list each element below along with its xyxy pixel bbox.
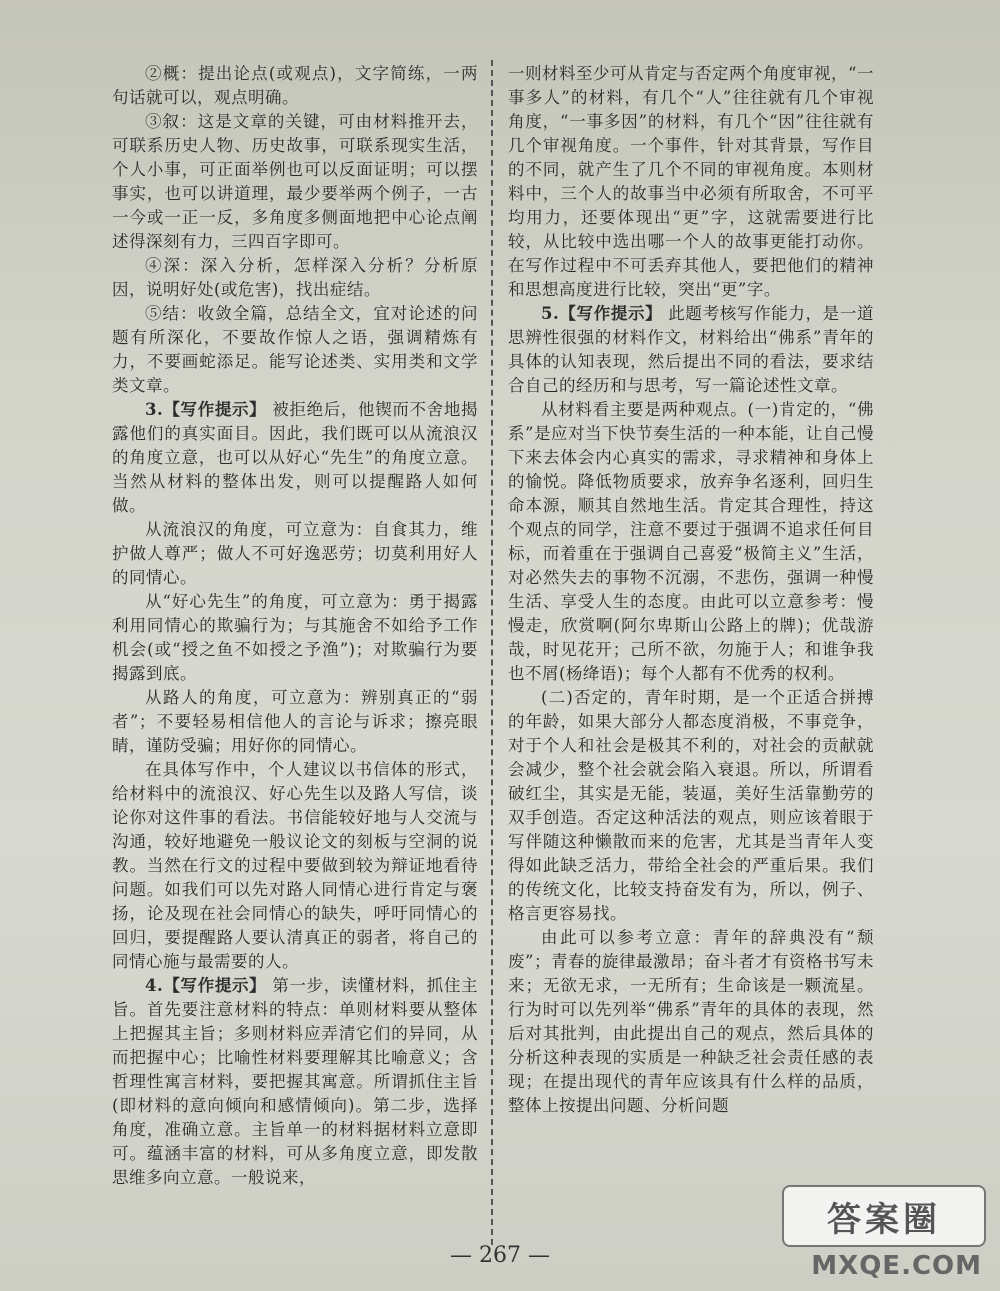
paragraph-text: (二)否定的，青年时期，是一个正适合拼搏的年龄，如果大部分人都态度消极，不事竞争，对于个人和社会是极其不利的，对社会的贡献就会减少，整个社会就会陷入衰退。所以，所谓看破红尘，其实是无能，装逼，美好生活靠勤劳的双手创造。否定这种活法的观点，则应该着眼于写伴随这种懒散而来的危害，尤其是当青年人变得如此缺乏活力，带给全社会的严重后果。我们的传统文化，比较支持奋发有为，所以，例子、格言更容易找。: [508, 688, 874, 923]
left-column: [112, 62, 478, 1190]
paragraph: [112, 110, 478, 254]
paragraph-text: 被拒绝后，他锲而不舍地揭露他们的真实面目。因此，我们既可以从流浪汉的角度立意，也可以从好心“先生”的角度立意。当然从材料的整体出发，则可以提醒路人如何做。: [112, 400, 478, 515]
paragraph: [112, 518, 478, 590]
paragraph-text: ②概：提出论点(或观点)，文字简练，一两句话就可以，观点明确。: [112, 64, 478, 107]
paragraph-text: 由此可以参考立意：青年的辞典没有“颓废”；青春的旋律最激昂；奋斗者才有资格书写未来；无欲无求，一无所有；生命该是一颗流星。行为时可以先列举“佛系”青年的具体的表现，然后对其批判，由此提出自己的观点，然后具体的分析这种表现的实质是一种缺乏社会责任感的表现；在提出现代的青年应该具有什么样的品质，整体上按提出问题、分析问题: [508, 928, 874, 1115]
column-divider: [491, 60, 493, 1245]
paragraph-text: 在具体写作中，个人建议以书信体的形式，给材料中的流浪汉、好心先生以及路人写信，谈论你对这件事的看法。书信能较好地与人交流与沟通，较好地避免一般议论文的刻板与空洞的说教。当然在行文的过程中要做到较为辩证地看待问题。如我们可以先对路人同情心进行肯定与褒扬，论及现在社会同情心的缺失，呼吁同情心的回归，要提醒路人要认清真正的弱者，将自己的同情心施与最需要的人。: [112, 760, 478, 971]
paragraph-text: 第一步，读懂材料，抓住主旨。首先要注意材料的特点：单则材料要从整体上把握其主旨；多则材料应弄清它们的异同，从而把握中心；比喻性材料要理解其比喻意义；含哲理性寓言材料，要把握其寓意。所谓抓住主旨(即材料的意向倾向和感情倾向)。第二步，选择角度，准确立意。主旨单一的材料据材料立意即可。蕴涵丰富的材料，可从多角度立意，即发散思维多向立意。一般说来，: [112, 976, 478, 1187]
paragraph-text: ④深：深入分析，怎样深入分析？分析原因，说明好处(或危害)，找出症结。: [112, 256, 478, 299]
paragraph-text: 从路人的角度，可立意为：辨别真正的“弱者”；不要轻易相信他人的言论与诉求；擦亮眼睛，谨防受骗；用好你的同情心。: [112, 688, 478, 755]
paragraph-text: ③叙：这是文章的关键，可由材料推开去，可联系历史人物、历史故事，可联系现实生活，个人小事，可正面举例也可以反面证明；可以摆事实，也可以讲道理，最少要举两个例子，一古一今或一正一反，多角度多侧面地把中心论点阐述得深刻有力，三四百字即可。: [112, 112, 478, 251]
paragraph: [112, 974, 478, 1190]
section-heading: 5.【写作提示】: [541, 304, 663, 323]
paragraph: [112, 758, 478, 974]
paragraph: [508, 926, 874, 1118]
paragraph: [112, 302, 478, 398]
watermark-url: MXQE.COM: [811, 1251, 982, 1281]
paragraph-text: 从材料看主要是两种观点。(一)肯定的，“佛系”是应对当下快节奏生活的一种本能，让自己慢下来去体会内心真实的需求，寻求精神和身体上的愉悦。降低物质要求，放弃争名逐利，回归生命本源，顺其自然地生活。肯定其合理性，持这个观点的同学，注意不要过于强调不追求任何目标，而着重在于强调自己喜爱“极简主义”生活，对必然失去的事物不沉溺，不悲伤，强调一种慢生活、享受人生的态度。由此可以立意参考：慢慢走，欣赏啊(阿尔卑斯山公路上的牌)；优哉游哉，时见花开；己所不欲，勿施于人；和谁争我也不屑(杨绛语)；每个人都有不优秀的权利。: [508, 400, 874, 683]
paragraph-text: 一则材料至少可从肯定与否定两个角度审视，“一事多人”的材料，有几个“人”往往就有几个审视角度，“一事多因”的材料，有几个“因”往往就有几个审视角度。一个事件，针对其背景，写作目的不同，就产生了几个不同的审视角度。本则材料中，三个人的故事当中必须有所取舍，不可平均用力，还要体现出“更”字，这就需要进行比较，从比较中选出哪一个人的故事更能打动你。在写作过程中不可丢弃其他人，要把他们的精神和思想高度进行比较，突出“更”字。: [508, 64, 874, 299]
paragraph-text: 从流浪汉的角度，可立意为：自食其力，维护做人尊严；做人不可好逸恶劳；切莫利用好人的同情心。: [112, 520, 478, 587]
section-heading: 4.【写作提示】: [145, 976, 267, 995]
paragraph: [508, 398, 874, 686]
paragraph: [112, 590, 478, 686]
paragraph: [112, 398, 478, 518]
paragraph: [508, 62, 874, 302]
section-heading: 3.【写作提示】: [145, 400, 267, 419]
paragraph-text: 此题考核写作能力，是一道思辨性很强的材料作文，材料给出“佛系”青年的具体的认知表现，然后提出不同的看法，要求结合自己的经历和与思考，写一篇论述性文章。: [508, 304, 874, 395]
watermark-logo: [776, 1185, 986, 1281]
paragraph: [508, 302, 874, 398]
paragraph: [112, 686, 478, 758]
right-column: [508, 62, 874, 1118]
paragraph: [508, 686, 874, 926]
paragraph: [112, 62, 478, 110]
watermark-badge: 答案圈: [782, 1185, 986, 1247]
page-number: — 267 —: [450, 1243, 550, 1268]
paragraph-text: ⑤结：收敛全篇，总结全文，宜对论述的问题有所深化，不要故作惊人之语，强调精炼有力，不要画蛇添足。能写论述类、实用类和文学类文章。: [112, 304, 478, 395]
paragraph-text: 从“好心先生”的角度，可立意为：勇于揭露利用同情心的欺骗行为；与其施舍不如给予工作机会(或“授之鱼不如授之予渔”)；对欺骗行为要揭露到底。: [112, 592, 478, 683]
paragraph: [112, 254, 478, 302]
